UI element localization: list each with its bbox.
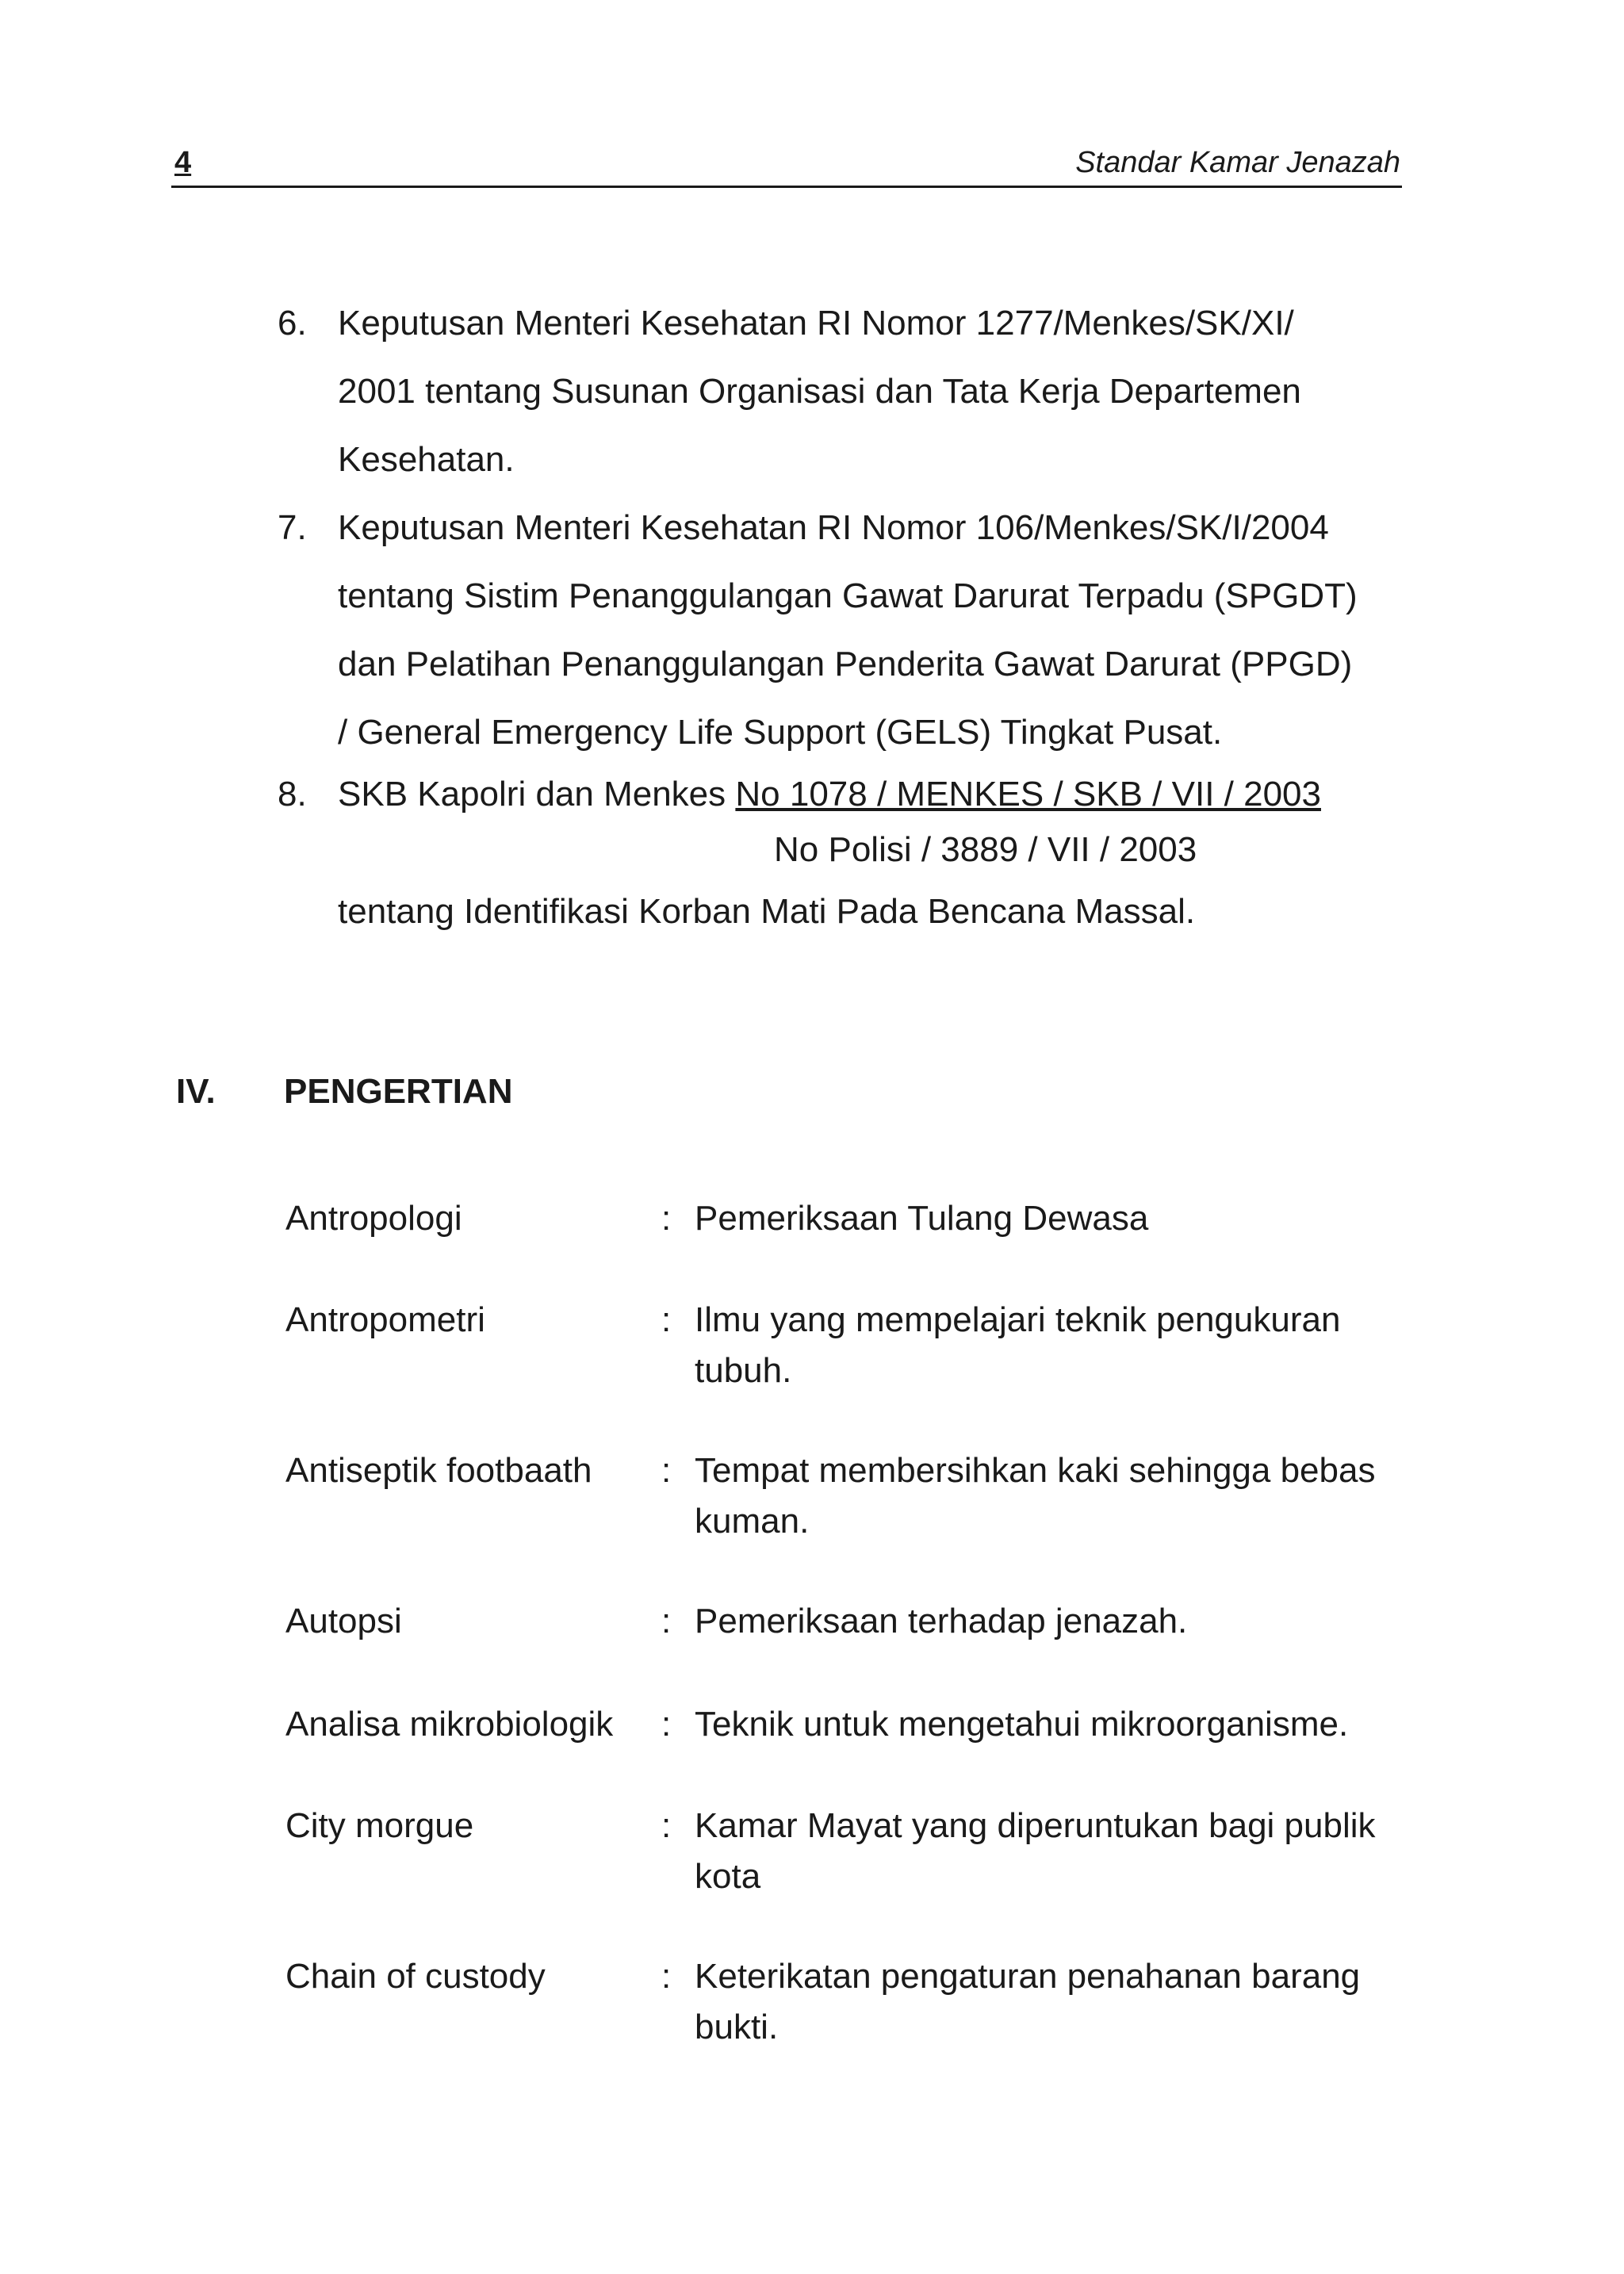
definition-description: Kamar Mayat yang diperuntukan bagi publik kota xyxy=(695,1806,1376,1896)
page-header xyxy=(171,141,1402,188)
reference-prefix: SKB Kapolri dan Menkes xyxy=(338,775,736,814)
reference-line: tentang Identifikasi Korban Mati Pada Bencana Massal. xyxy=(338,892,1196,931)
definition-term: Antropometri xyxy=(285,1300,485,1339)
page-number: 4 xyxy=(174,146,192,179)
definition-description: Tempat membersihkan kaki sehingga bebas kuman. xyxy=(695,1451,1376,1541)
section-number: IV. xyxy=(176,1072,216,1111)
section-title: PENGERTIAN xyxy=(284,1072,513,1111)
reference-item xyxy=(278,289,1427,494)
definition-term: Chain of custody xyxy=(285,1957,546,1996)
definition-term: Antropologi xyxy=(285,1199,462,1238)
definition-colon: : xyxy=(661,1300,672,1339)
definition-description: Teknik untuk mengetahui mikroorganisme. xyxy=(695,1705,1349,1744)
definition-description: Pemeriksaan terhadap jenazah. xyxy=(695,1602,1188,1640)
reference-line: dan Pelatihan Penanggulangan Penderita Gawat Darurat (PPGD) xyxy=(338,645,1353,683)
definition-term: Analisa mikrobiologik xyxy=(285,1705,614,1744)
reference-number: 7. xyxy=(278,508,307,547)
running-title: Standar Kamar Jenazah xyxy=(1075,146,1400,179)
reference-line: Keputusan Menteri Kesehatan RI Nomor 106/Menkes/SK/I/2004 xyxy=(338,508,1329,547)
definition-colon: : xyxy=(661,1957,672,1996)
definition-term: City morgue xyxy=(285,1806,474,1845)
reference-line: tentang Sistim Penanggulangan Gawat Darurat Terpadu (SPGDT) xyxy=(338,576,1358,615)
reference-line: / General Emergency Life Support (GELS) Tingkat Pusat. xyxy=(338,713,1223,752)
definition-colon: : xyxy=(661,1806,672,1845)
reference-number: 6. xyxy=(278,304,307,343)
section-heading xyxy=(176,1072,512,1112)
definition-colon: : xyxy=(661,1705,672,1744)
definition-term: Antiseptik footbaath xyxy=(285,1451,592,1490)
reference-line xyxy=(338,767,1427,822)
police-number: No Polisi / 3889 / VII / 2003 xyxy=(774,830,1197,869)
reference-line: 2001 tentang Susunan Organisasi dan Tata Kerja Departemen xyxy=(338,372,1301,411)
reference-item xyxy=(278,494,1427,767)
definition-description: Ilmu yang mempelajari teknik pengukuran tubuh. xyxy=(695,1300,1341,1390)
definition-colon: : xyxy=(661,1602,672,1640)
reference-line: Kesehatan. xyxy=(338,440,515,479)
definition-colon: : xyxy=(661,1451,672,1490)
definition-description: Pemeriksaan Tulang Dewasa xyxy=(695,1199,1149,1238)
reference-number: 8. xyxy=(278,775,307,814)
definition-term: Autopsi xyxy=(285,1602,402,1640)
reference-item xyxy=(278,767,1427,946)
definition-colon: : xyxy=(661,1199,672,1238)
decree-number: No 1078 / MENKES / SKB / VII / 2003 xyxy=(735,775,1321,814)
reference-line: Keputusan Menteri Kesehatan RI Nomor 1277/Menkes/SK/XI/ xyxy=(338,304,1294,343)
reference-list xyxy=(278,289,1427,946)
definition-description: Keterikatan pengaturan penahanan barang bukti. xyxy=(695,1957,1361,2046)
